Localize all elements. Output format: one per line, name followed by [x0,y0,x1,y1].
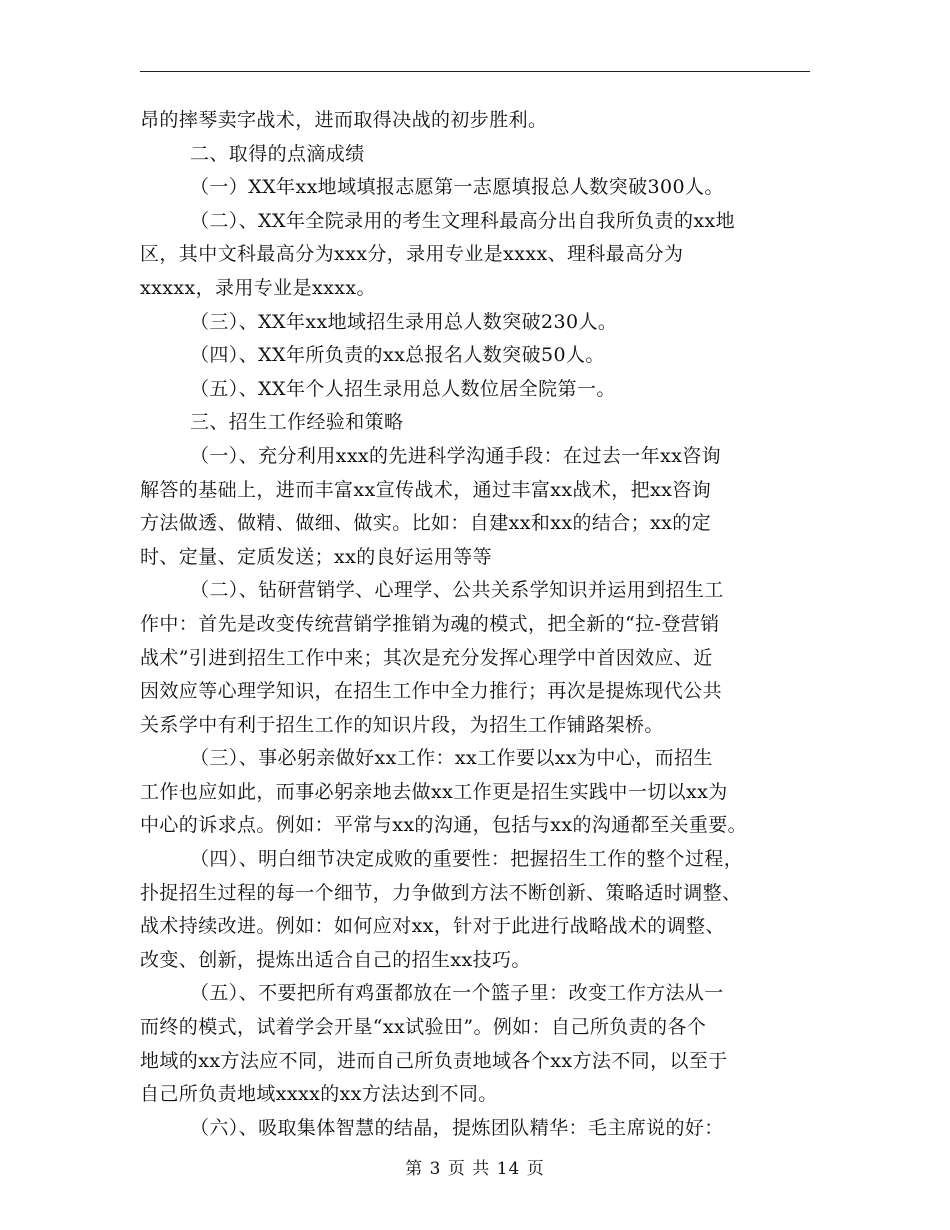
text-line: 工作也应如此，而事必躬亲地去做xx工作更是招生实践中一切以xx为 [140,780,728,803]
text-line: 中心的诉求点。例如：平常与xx的沟通，包括与xx的沟通都至关重要。 [140,814,748,837]
text-line: 作中：首先是改变传统营销学推销为魂的模式，把全新的“拉-登营销 [140,612,720,635]
text-line: （五）、不要把所有鸡蛋都放在一个篮子里：改变工作方法从一 [190,982,724,1005]
text-line: 时、定量、定质发送；xx的良好运用等等 [140,545,493,568]
header-rule [140,71,810,72]
text-line: xxxxx，录用专业是xxxx。 [140,276,376,299]
text-line: （六）、吸取集体智慧的结晶，提炼团队精华：毛主席说的好： [190,1116,724,1139]
text-line: （二）、XX年全院录用的考生文理科最高分出自我所负责的xx地 [190,209,735,232]
text-line: （三）、事必躬亲做好xx工作：xx工作要以xx为中心，而招生 [190,747,713,770]
text-line: 二、取得的点滴成绩 [190,142,365,165]
page-footer: 第 3 页 共 14 页 [405,1159,545,1179]
text-line: 地域的xx方法应不同，进而自己所负责地域各个xx方法不同，以至于 [140,1049,728,1072]
text-line: 而终的模式，试着学会开垦“xx试验田”。例如：自己所负责的各个 [140,1016,707,1039]
text-line: 因效应等心理学知识，在招生工作中全力推行；再次是提炼现代公共 [140,680,723,703]
text-line: （五）、XX年个人招生录用总人数位居全院第一。 [190,377,616,400]
text-line: 昂的摔琴卖字战术，进而取得决战的初步胜利。 [140,109,548,131]
text-line: 扑捉招生过程的每一个细节，力争做到方法不断创新、策略适时调整、 [140,881,742,904]
text-line: 战术持续改进。例如：如何应对xx，针对于此进行战略战术的调整、 [140,915,725,938]
text-line: 改变、创新，提炼出适合自己的招生xx技巧。 [140,948,531,971]
text-line: （四）、XX年所负责的xx总报名人数突破50人。 [190,344,605,367]
text-line: 解答的基础上，进而丰富xx宣传战术，通过丰富xx战术，把xx咨询 [140,478,712,501]
text-line: （二）、钻研营销学、心理学、公共关系学知识并运用到招生工 [190,579,724,602]
text-line: （一）、充分利用xxx的先进科学沟通手段：在过去一年xx咨询 [190,444,722,467]
text-line: （三）、XX年xx地域招生录用总人数突破230人。 [190,310,618,333]
text-line: 自己所负责地域xxxx的xx方法达到不同。 [140,1083,498,1106]
document-body [140,104,820,1145]
text-line: 方法做透、做精、做细、做实。比如：自建xx和xx的结合；xx的定 [140,512,712,535]
text-line: （一）XX年xx地域填报志愿第一志愿填报总人数突破300人。 [190,176,724,199]
text-line: 区，其中文科最高分为xxx分，录用专业是xxxx、理科最高分为 [140,243,684,266]
text-line: 关系学中有利于招生工作的知识片段，为招生工作铺路架桥。 [140,713,664,736]
text-line: 三、招生工作经验和策略 [190,411,404,434]
text-line: 战术”引进到招生工作中来；其次是充分发挥心理学中首因效应、近 [140,646,713,669]
text-line: （四）、明白细节决定成败的重要性：把握招生工作的整个过程， [190,848,744,871]
